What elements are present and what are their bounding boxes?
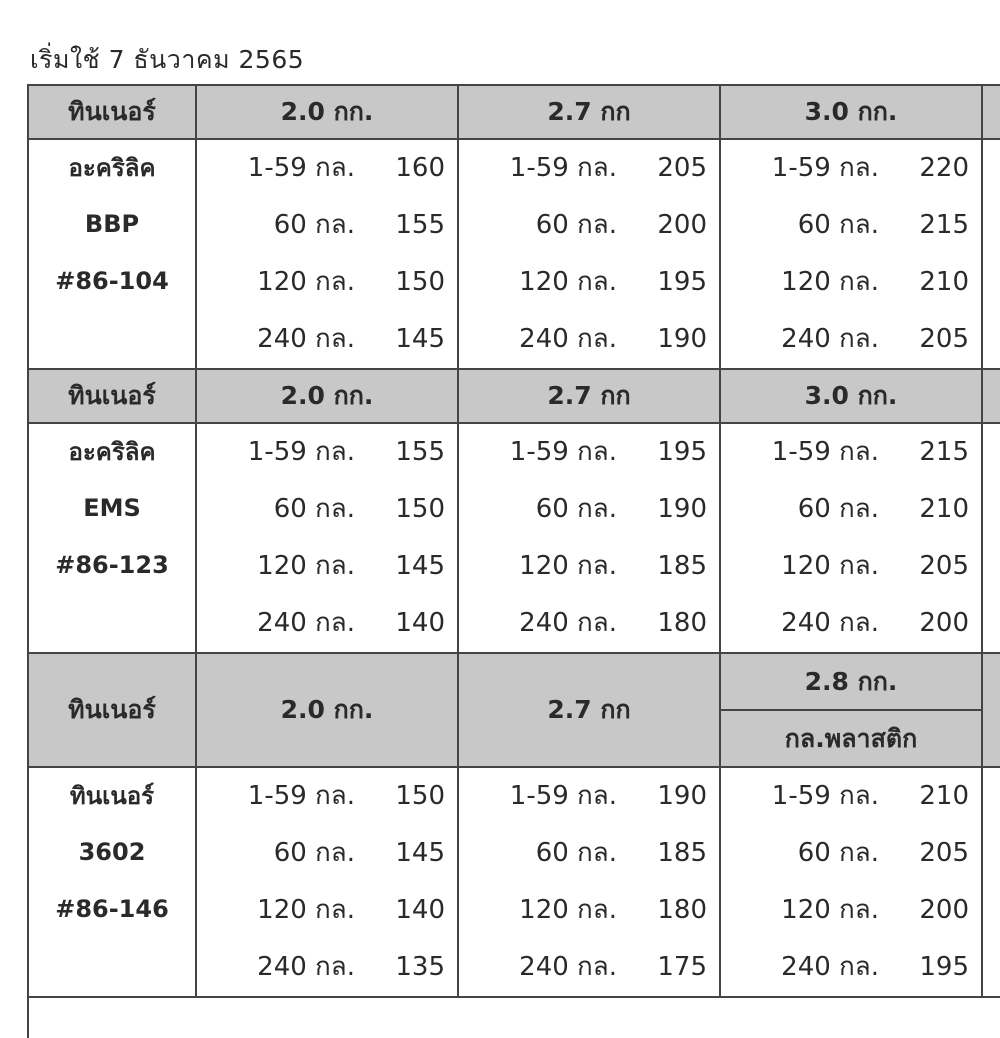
price-row xyxy=(721,481,981,538)
price-column xyxy=(720,423,982,653)
price-row xyxy=(459,882,719,939)
price-value: 210 xyxy=(919,781,969,811)
trailing-cell xyxy=(28,997,1000,1038)
quantity-label: 60 กล. xyxy=(535,210,617,240)
price-row xyxy=(197,481,457,538)
quantity-label: 60 กล. xyxy=(797,494,879,524)
header-col-3-sub: กล.พลาสติก xyxy=(720,710,982,767)
price-value: 215 xyxy=(919,437,969,467)
quantity-label: 240 กล. xyxy=(257,608,355,638)
quantity-label: 240 กล. xyxy=(519,608,617,638)
price-row xyxy=(459,311,719,368)
quantity-label: 120 กล. xyxy=(781,551,879,581)
price-value: 145 xyxy=(395,551,445,581)
price-row xyxy=(721,939,981,996)
quantity-label: 1-59 กล. xyxy=(247,153,355,183)
price-column xyxy=(196,139,458,369)
header-col-4 xyxy=(982,369,1000,423)
price-value: 150 xyxy=(395,494,445,524)
price-column-empty xyxy=(982,423,1000,653)
price-value: 190 xyxy=(657,494,707,524)
price-row xyxy=(459,595,719,652)
price-row xyxy=(197,595,457,652)
quantity-label: 240 กล. xyxy=(257,952,355,982)
price-row xyxy=(721,825,981,882)
price-value: 145 xyxy=(395,324,445,354)
product-line-3: #86-104 xyxy=(55,267,169,295)
quantity-label: 120 กล. xyxy=(257,895,355,925)
quantity-label: 1-59 กล. xyxy=(247,781,355,811)
quantity-label: 240 กล. xyxy=(519,324,617,354)
price-column xyxy=(720,139,982,369)
quantity-label: 1-59 กล. xyxy=(509,781,617,811)
price-value: 195 xyxy=(657,267,707,297)
quantity-label: 120 กล. xyxy=(257,267,355,297)
section-1-header-row xyxy=(28,85,1000,139)
quantity-label: 60 กล. xyxy=(797,210,879,240)
quantity-label: 1-59 กล. xyxy=(509,153,617,183)
price-row xyxy=(459,254,719,311)
price-value: 190 xyxy=(657,324,707,354)
price-row xyxy=(197,311,457,368)
section-1-body-row xyxy=(28,139,1000,369)
quantity-label: 240 กล. xyxy=(519,952,617,982)
price-column-empty xyxy=(982,139,1000,369)
product-line-2: BBP xyxy=(84,210,140,238)
price-value: 185 xyxy=(657,838,707,868)
price-value: 150 xyxy=(395,781,445,811)
header-col-2: 2.7 กก xyxy=(458,653,720,767)
product-line-2: EMS xyxy=(83,494,141,522)
quantity-label: 120 กล. xyxy=(781,895,879,925)
price-column xyxy=(458,423,720,653)
price-row xyxy=(459,939,719,996)
header-col-3: 3.0 กก. xyxy=(720,85,982,139)
quantity-label: 60 กล. xyxy=(535,838,617,868)
price-row xyxy=(197,538,457,595)
price-value: 200 xyxy=(919,895,969,925)
header-col-3: 2.8 กก. xyxy=(720,653,982,710)
price-value: 140 xyxy=(395,608,445,638)
price-column xyxy=(458,767,720,997)
price-value: 195 xyxy=(657,437,707,467)
quantity-label: 1-59 กล. xyxy=(771,437,879,467)
price-value: 155 xyxy=(395,437,445,467)
price-row xyxy=(459,140,719,197)
trailing-row xyxy=(28,997,1000,1038)
price-row xyxy=(721,311,981,368)
price-value: 205 xyxy=(919,324,969,354)
quantity-label: 120 กล. xyxy=(781,267,879,297)
price-value: 190 xyxy=(657,781,707,811)
product-line-3: #86-146 xyxy=(55,895,169,923)
product-line-1: ทินเนอร์ xyxy=(69,782,155,810)
price-row xyxy=(459,538,719,595)
price-value: 200 xyxy=(919,608,969,638)
product-line-3: #86-123 xyxy=(55,551,169,579)
quantity-label: 1-59 กล. xyxy=(247,437,355,467)
price-row xyxy=(721,538,981,595)
quantity-label: 240 กล. xyxy=(781,952,879,982)
price-value: 205 xyxy=(657,153,707,183)
price-row xyxy=(197,939,457,996)
quantity-label: 120 กล. xyxy=(257,551,355,581)
header-col-2: 2.7 กก xyxy=(458,369,720,423)
quantity-label: 1-59 กล. xyxy=(771,781,879,811)
price-value: 210 xyxy=(919,267,969,297)
section-3-header-row xyxy=(28,653,1000,710)
price-row xyxy=(459,197,719,254)
header-col-1: 2.0 กก. xyxy=(196,85,458,139)
price-row xyxy=(721,882,981,939)
price-value: 180 xyxy=(657,895,707,925)
quantity-label: 60 กล. xyxy=(273,494,355,524)
quantity-label: 60 กล. xyxy=(535,494,617,524)
price-row xyxy=(459,481,719,538)
quantity-label: 60 กล. xyxy=(797,838,879,868)
quantity-label: 1-59 กล. xyxy=(509,437,617,467)
header-col-4 xyxy=(982,653,1000,767)
quantity-label: 60 กล. xyxy=(273,838,355,868)
price-row xyxy=(197,768,457,825)
price-row xyxy=(721,424,981,481)
header-label: ทินเนอร์ xyxy=(28,85,196,139)
product-name xyxy=(28,767,196,997)
price-row xyxy=(721,140,981,197)
price-row xyxy=(197,197,457,254)
price-column xyxy=(196,423,458,653)
section-2-body-row xyxy=(28,423,1000,653)
price-column-empty xyxy=(982,767,1000,997)
price-column xyxy=(720,767,982,997)
price-value: 205 xyxy=(919,838,969,868)
product-line-1: อะคริลิค xyxy=(68,438,156,466)
price-row xyxy=(197,254,457,311)
price-row xyxy=(459,825,719,882)
product-line-2: 3602 xyxy=(78,838,146,866)
price-value: 180 xyxy=(657,608,707,638)
price-row xyxy=(721,197,981,254)
price-row xyxy=(197,882,457,939)
price-row xyxy=(197,140,457,197)
price-row xyxy=(197,825,457,882)
header-label: ทินเนอร์ xyxy=(28,369,196,423)
quantity-label: 120 กล. xyxy=(519,895,617,925)
price-value: 160 xyxy=(395,153,445,183)
price-value: 135 xyxy=(395,952,445,982)
header-col-1: 2.0 กก. xyxy=(196,653,458,767)
price-row xyxy=(721,595,981,652)
product-name xyxy=(28,139,196,369)
price-value: 215 xyxy=(919,210,969,240)
price-value: 140 xyxy=(395,895,445,925)
price-column xyxy=(196,767,458,997)
quantity-label: 240 กล. xyxy=(781,324,879,354)
quantity-label: 1-59 กล. xyxy=(771,153,879,183)
header-label: ทินเนอร์ xyxy=(28,653,196,767)
price-value: 210 xyxy=(919,494,969,524)
price-row xyxy=(197,424,457,481)
header-col-3: 3.0 กก. xyxy=(720,369,982,423)
header-col-2: 2.7 กก xyxy=(458,85,720,139)
header-col-1: 2.0 กก. xyxy=(196,369,458,423)
effective-date: เริ่มใช้ 7 ธันวาคม 2565 xyxy=(30,45,305,74)
price-value: 145 xyxy=(395,838,445,868)
quantity-label: 240 กล. xyxy=(257,324,355,354)
price-value: 220 xyxy=(919,153,969,183)
quantity-label: 120 กล. xyxy=(519,551,617,581)
price-value: 195 xyxy=(919,952,969,982)
price-row xyxy=(721,254,981,311)
section-2-header-row xyxy=(28,369,1000,423)
header-col-4 xyxy=(982,85,1000,139)
product-line-1: อะคริลิค xyxy=(68,154,156,182)
product-name xyxy=(28,423,196,653)
quantity-label: 120 กล. xyxy=(519,267,617,297)
price-column xyxy=(458,139,720,369)
price-value: 205 xyxy=(919,551,969,581)
price-row xyxy=(459,424,719,481)
price-row xyxy=(721,768,981,825)
price-value: 175 xyxy=(657,952,707,982)
price-value: 185 xyxy=(657,551,707,581)
price-value: 150 xyxy=(395,267,445,297)
price-value: 200 xyxy=(657,210,707,240)
price-row xyxy=(459,768,719,825)
quantity-label: 240 กล. xyxy=(781,608,879,638)
price-table xyxy=(27,84,1000,1038)
quantity-label: 60 กล. xyxy=(273,210,355,240)
section-3-body-row xyxy=(28,767,1000,997)
price-value: 155 xyxy=(395,210,445,240)
